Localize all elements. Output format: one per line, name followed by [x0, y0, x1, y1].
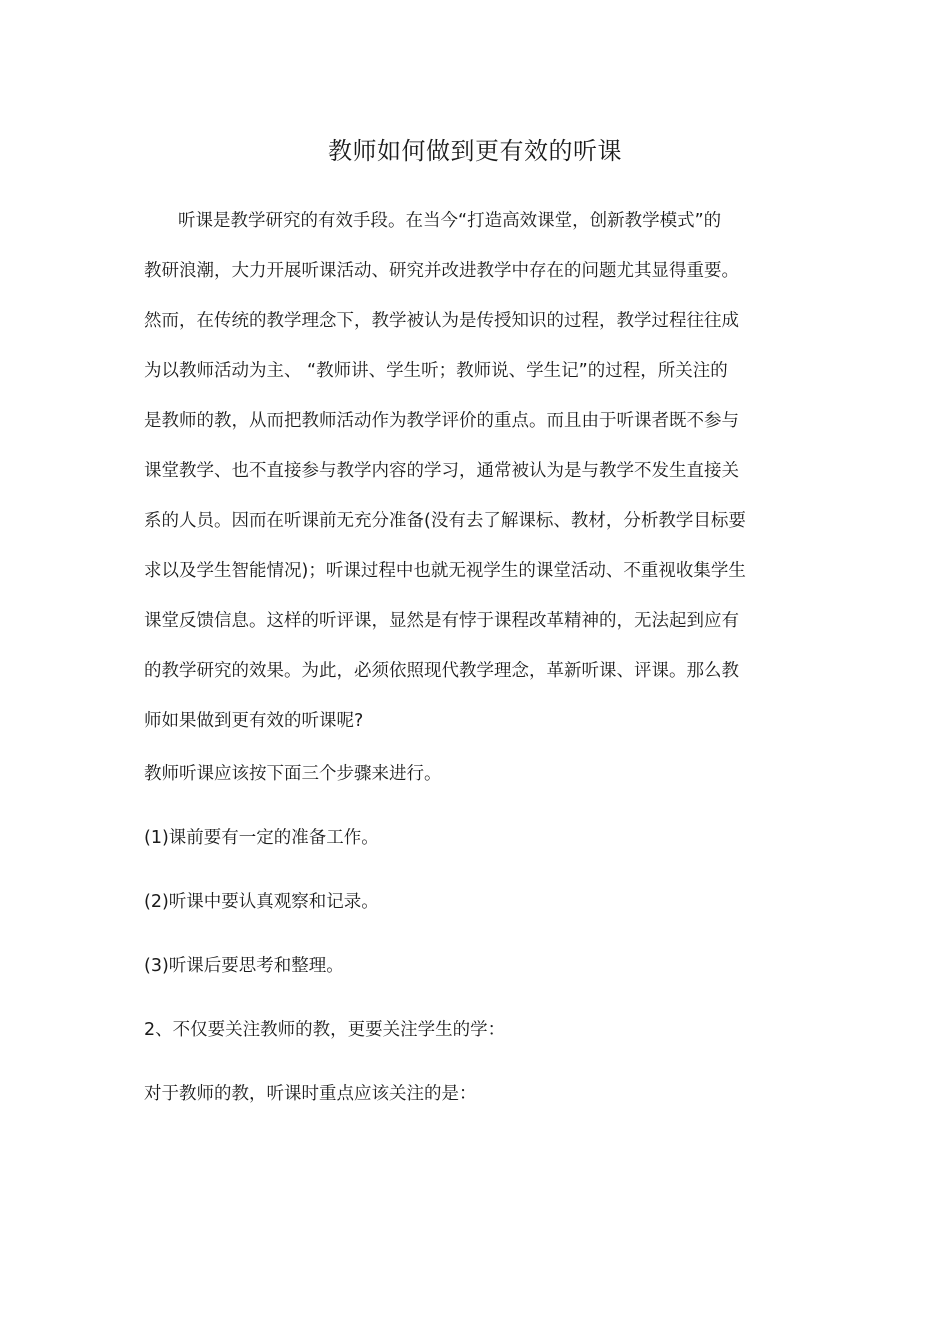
paragraph-line: 系的人员。因而在听课前无充分准备(没有去了解课标、教材，分析教学目标要 — [144, 511, 746, 531]
step-item: (1)课前要有一定的准备工作。 — [144, 828, 379, 848]
paragraph-line: 听课是教学研究的有效手段。在当今“打造高效课堂，创新教学模式”的 — [178, 211, 722, 231]
paragraph-line: 然而，在传统的教学理念下，教学被认为是传授知识的过程，教学过程往往成 — [144, 311, 739, 331]
paragraph-line: 师如果做到更有效的听课呢? — [144, 711, 364, 731]
paragraph-line: 是教师的教，从而把教师活动作为教学评价的重点。而且由于听课者既不参与 — [144, 411, 739, 431]
paragraph-line: 课堂教学、也不直接参与教学内容的学习，通常被认为是与教学不发生直接关 — [144, 461, 739, 481]
steps-intro: 教师听课应该按下面三个步骤来进行。 — [144, 764, 442, 784]
step-item: (2)听课中要认真观察和记录。 — [144, 892, 379, 912]
section-heading: 2、不仅要关注教师的教，更要关注学生的学： — [144, 1020, 506, 1040]
intro-paragraph — [144, 196, 808, 746]
paragraph-line: 求以及学生智能情况)；听课过程中也就无视学生的课堂活动、不重视收集学生 — [144, 561, 746, 581]
paragraph-line: 的教学研究的效果。为此，必须依照现代教学理念，革新听课、评课。那么教 — [144, 661, 739, 681]
step-item: (3)听课后要思考和整理。 — [144, 956, 344, 976]
section-text: 对于教师的教，听课时重点应该关注的是： — [144, 1084, 477, 1104]
paragraph-line: 课堂反馈信息。这样的听评课，显然是有悖于课程改革精神的，无法起到应有 — [144, 611, 739, 631]
paragraph-line: 教研浪潮，大力开展听课活动、研究并改进教学中存在的问题尤其显得重要。 — [144, 261, 739, 281]
paragraph-line: 为以教师活动为主、 “教师讲、学生听；教师说、学生记”的过程，所关注的 — [144, 361, 728, 381]
document-title: 教师如何做到更有效的听课 — [328, 137, 622, 165]
